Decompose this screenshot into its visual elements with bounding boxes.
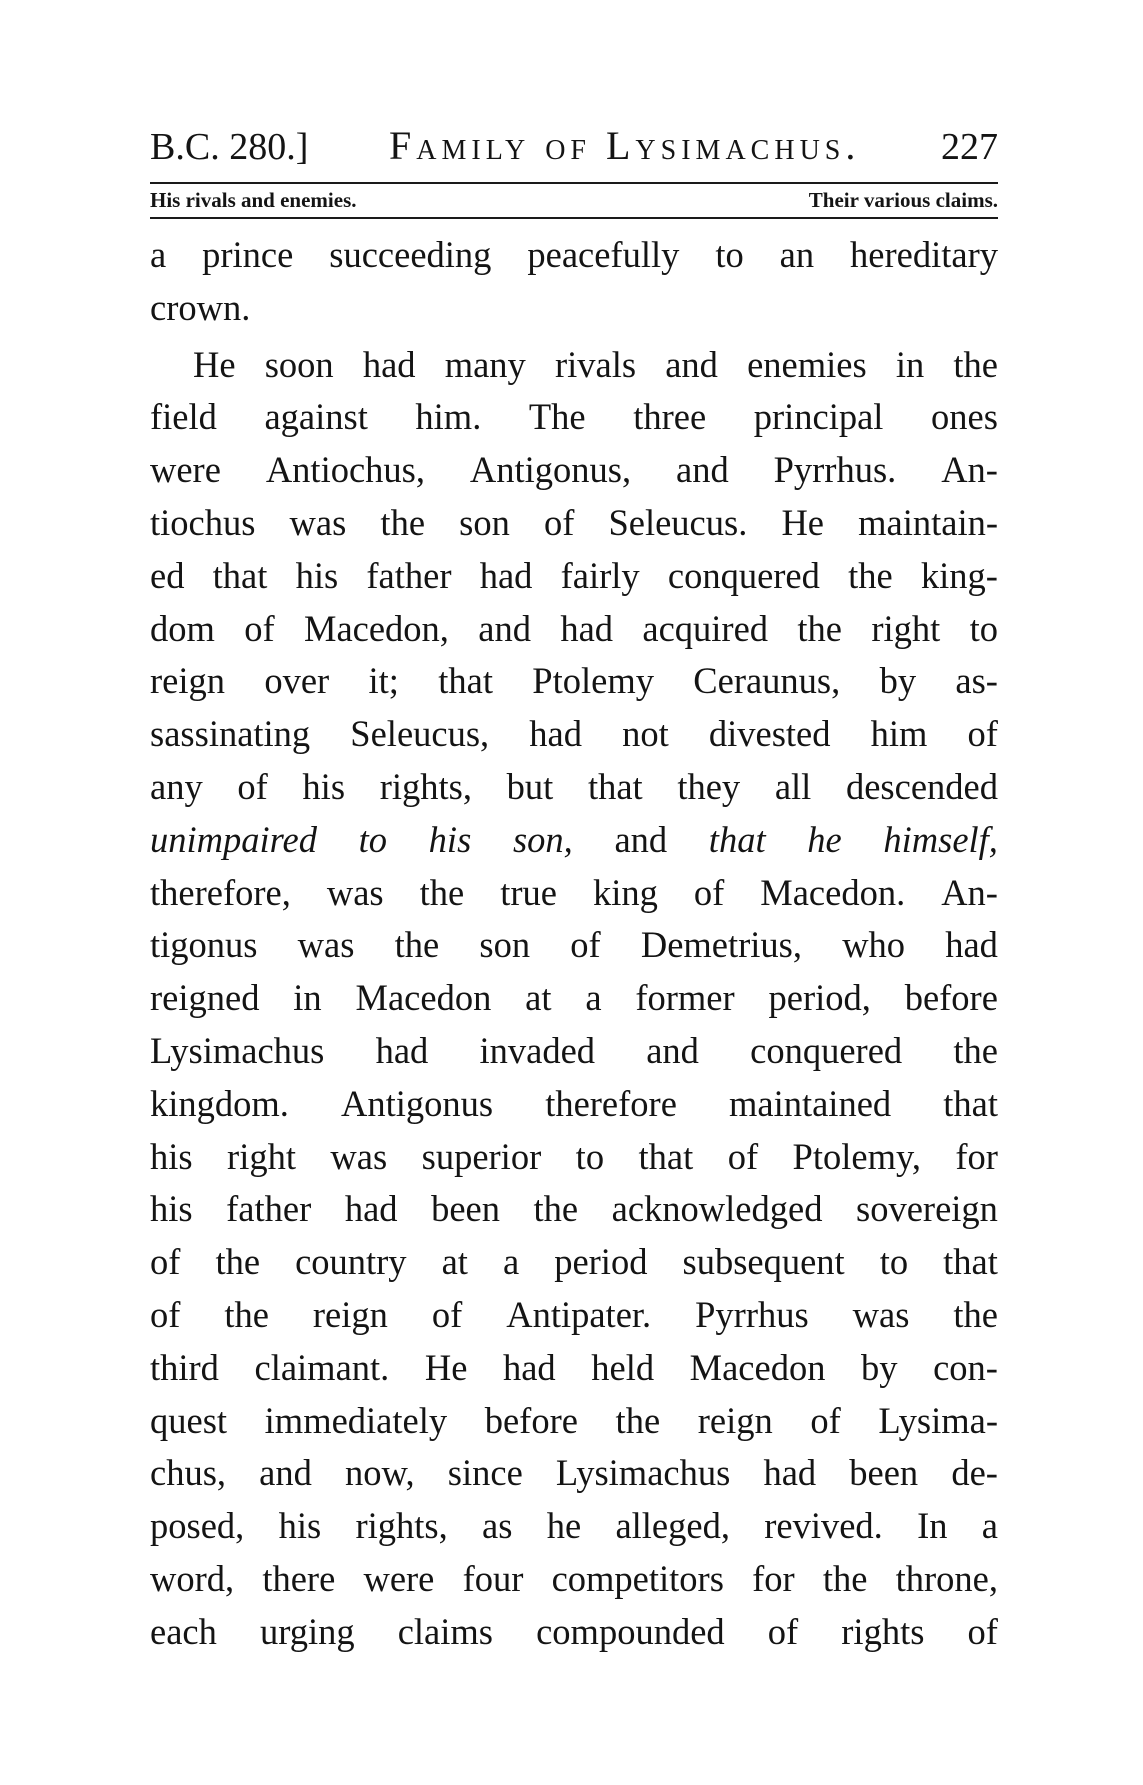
header-title: Family of Lysimachus. [389, 123, 861, 168]
text-line: kingdom. Antigonus therefore maintained that [150, 1082, 998, 1124]
text-line: reigned in Macedon at a former period, before [150, 977, 998, 1019]
text-line: third claimant. He had held Macedon by con- [150, 1346, 998, 1388]
text-line: dom of Macedon, and had acquired the right to [150, 607, 998, 649]
text-line: word, there were four competitors for the throne, [150, 1557, 998, 1599]
text-line: his father had been the acknowledged sovereign [150, 1188, 998, 1230]
text-line: reign over it; that Ptolemy Ceraunus, by as- [150, 660, 998, 702]
text-line: chus, and now, since Lysimachus had been de- [150, 1452, 998, 1494]
text-line: Lysimachus had invaded and conquered the [150, 1029, 998, 1071]
text-line: quest immediately before the reign of Lysima- [150, 1399, 998, 1441]
text-line: unimpaired to his son, and that he himself, [150, 818, 998, 860]
text-line: field against him. The three principal ones [150, 396, 998, 438]
text-line: He soon had many rivals and enemies in the [193, 343, 998, 385]
text-line: of the country at a period subsequent to that [150, 1241, 998, 1283]
text-line: sassinating Seleucus, had not divested him of [150, 713, 998, 755]
sidenote-right: Their various claims. [808, 188, 998, 212]
header-date: B.C. 280.] [150, 126, 309, 168]
sidenote-rule [150, 217, 998, 219]
sidenotes [150, 184, 998, 217]
text-line: posed, his rights, as he alleged, revived. In a [150, 1505, 998, 1547]
text-line: were Antiochus, Antigonus, and Pyrrhus. An- [150, 449, 998, 491]
text-line: tiochus was the son of Seleucus. He maintain- [150, 501, 998, 543]
text-line: a prince succeeding peacefully to an hereditary [150, 234, 998, 275]
text-line: therefore, was the true king of Macedon. An- [150, 871, 998, 913]
page-number: 227 [941, 126, 998, 168]
book-page [150, 118, 998, 1659]
running-head [150, 118, 998, 174]
text-line: each urging claims compounded of rights of [150, 1610, 998, 1652]
text-line: crown. [150, 286, 251, 328]
text-line: tigonus was the son of Demetrius, who had [150, 924, 998, 966]
text-line: any of his rights, but that they all descended [150, 765, 998, 807]
text-line: ed that his father had fairly conquered the king- [150, 554, 998, 596]
text-line: of the reign of Antipater. Pyrrhus was the [150, 1293, 998, 1335]
text-line: his right was superior to that of Ptolemy, for [150, 1135, 998, 1177]
body-text [150, 229, 998, 1659]
sidenote-left: His rivals and enemies. [150, 188, 357, 212]
